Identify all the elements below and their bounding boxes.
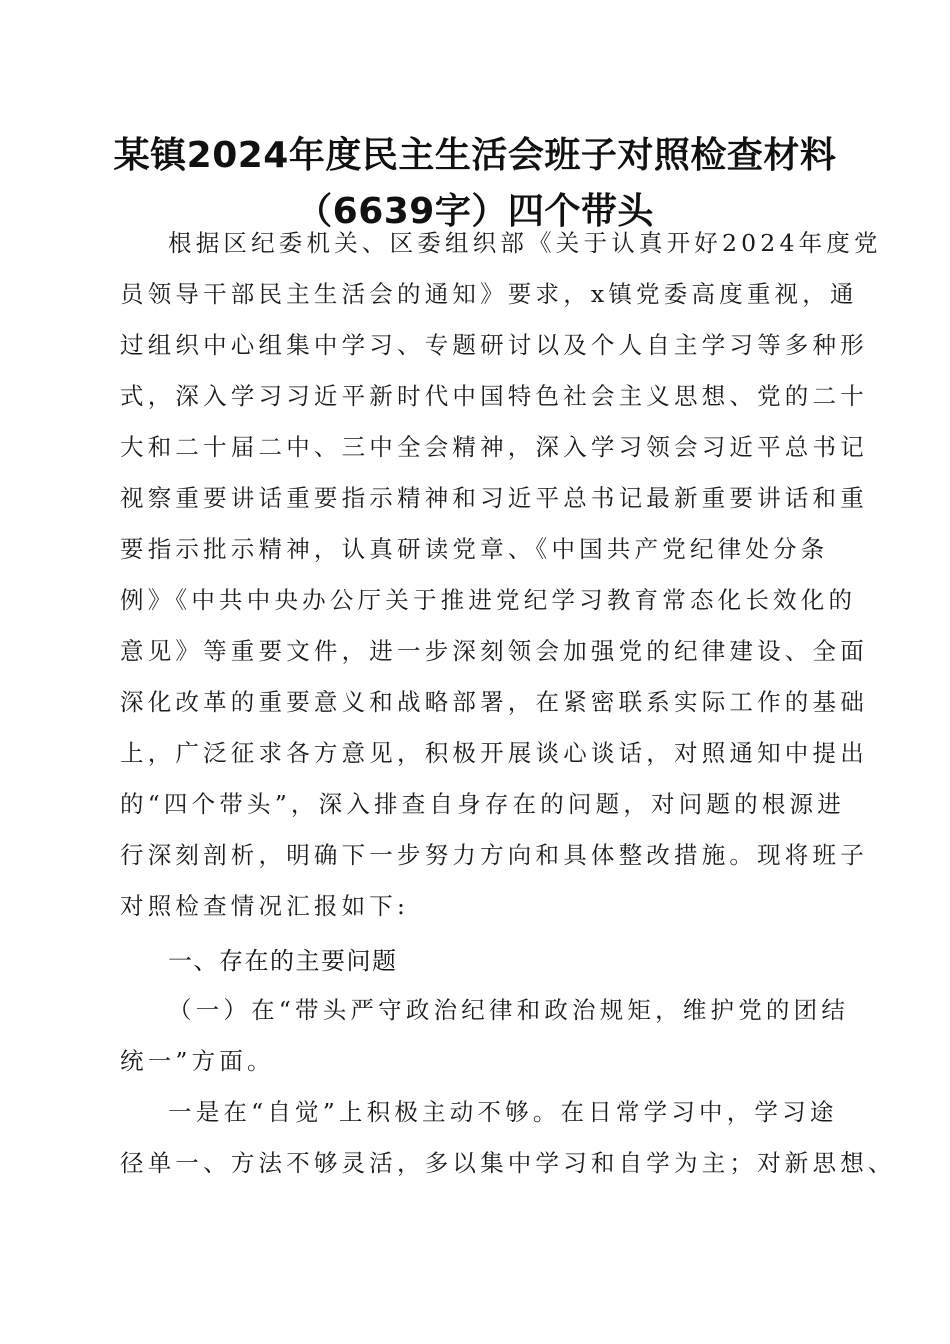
text-line: 径单一、方法不够灵活，多以集中学习和自学为主；对新思想、 (120, 1149, 896, 1177)
text-line: 对照检查情况汇报如下: (120, 892, 410, 920)
text-line: 行深刻剖析，明确下一步努力方向和具体整改措施。现将班子 (120, 841, 868, 869)
text-line: 视察重要讲话重要指示精神和习近平总书记最新重要讲话和重 (120, 484, 868, 512)
text-line: 要指示批示精神，认真研读党章、《中国共产党纪律处分条 (120, 535, 829, 563)
text-line: 的“四个带头”，深入排查自身存在的问题，对问题的根源进 (120, 790, 845, 818)
text-line: 根据区纪委机关、区委组织部《关于认真开好2024年度党 (168, 229, 882, 257)
text-line: 一是在“自觉”上积极主动不够。在日常学习中，学习途 (168, 1098, 838, 1126)
text-line: 深化改革的重要意义和战略部署，在紧密联系实际工作的基础 (120, 688, 868, 716)
subsection-paragraph (120, 985, 850, 1087)
text-line: 例》《中共中央办公厅关于推进党纪学习教育常态化长效化的 (120, 586, 857, 614)
text-line: 统一”方面。 (120, 1047, 275, 1075)
text-line: 意见》等重要文件，进一步深刻领会加强党的纪律建设、全面 (120, 637, 868, 665)
text-line: 过组织中心组集中学习、专题研讨以及个人自主学习等多种形 (120, 331, 868, 359)
intro-paragraph (120, 218, 882, 932)
text-line: 大和二十届二中、三中全会精神，深入学习领会习近平总书记 (120, 433, 868, 461)
body-paragraph (120, 1087, 896, 1189)
text-line: 上，广泛征求各方意见，积极开展谈心谈话，对照通知中提出 (120, 739, 868, 767)
section-heading: 一、存在的主要问题 (168, 947, 398, 975)
document-title-line-2: （6639字）四个带头 (296, 191, 654, 232)
text-line: （一）在“带头严守政治纪律和政治规矩，维护党的团结 (168, 996, 850, 1024)
text-line: 员领导干部民主生活会的通知》要求，x镇党委高度重视，通 (120, 280, 858, 308)
document-title-line-1: 某镇2024年度民主生活会班子对照检查材料 (113, 135, 837, 176)
text-line: 式，深入学习习近平新时代中国特色社会主义思想、党的二十 (120, 382, 868, 410)
